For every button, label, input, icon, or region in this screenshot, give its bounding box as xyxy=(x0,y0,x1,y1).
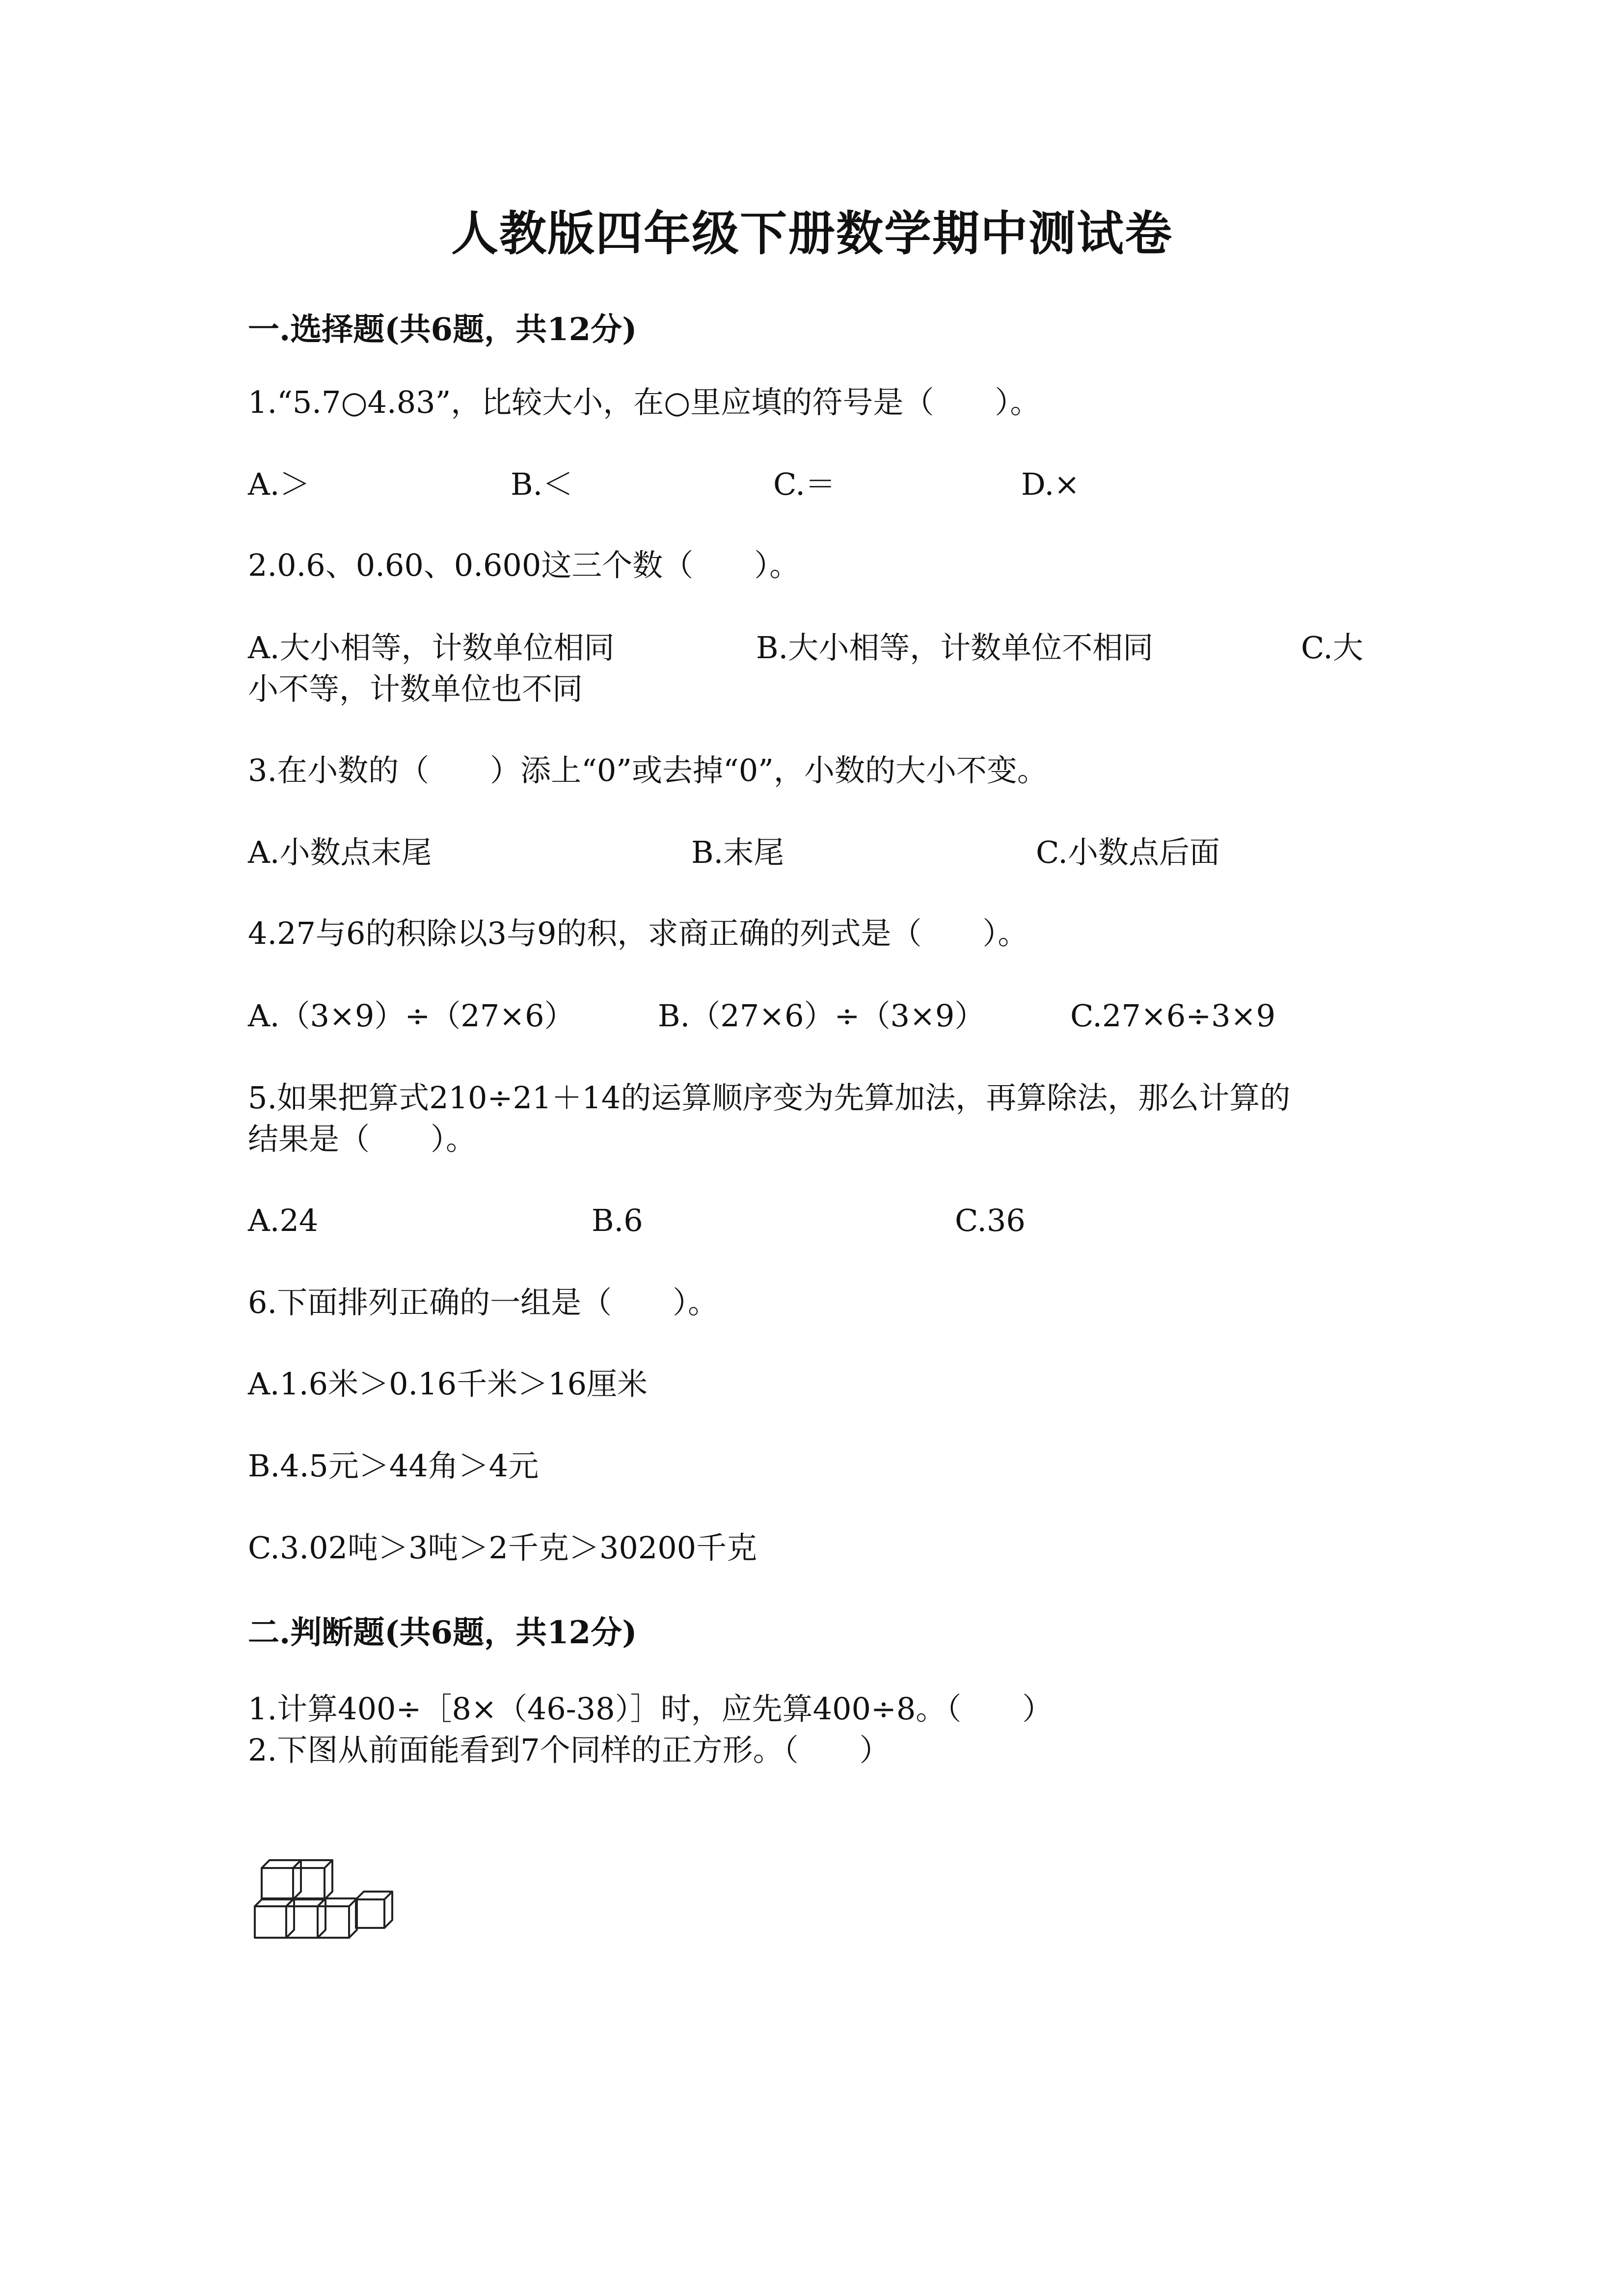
question-5-option-c: C.36 xyxy=(955,1202,1026,1238)
question-2-option-a: A.大小相等，计数单位相同 xyxy=(248,630,615,666)
question-3-option-b: B.末尾 xyxy=(691,834,785,870)
question-1-stem: 1.“5.7○4.83”，比较大小，在○里应填的符号是（ ）。 xyxy=(248,384,1041,420)
question-5-option-a: A.24 xyxy=(248,1202,319,1238)
cube-bottom-4 xyxy=(356,1892,392,1928)
question-2-stem: 2.0.6、0.60、0.600这三个数（ ）。 xyxy=(248,547,800,583)
question-1-option-d: D.× xyxy=(1021,466,1080,502)
question-6-stem: 6.下面排列正确的一组是（ ）。 xyxy=(248,1284,719,1320)
question-4-option-c: C.27×6÷3×9 xyxy=(1070,998,1276,1034)
section-heading-judgment: 二.判断题(共6题，共12分) xyxy=(248,1614,637,1651)
cube-stack-figure xyxy=(248,1845,415,1955)
question-3-option-a: A.小数点末尾 xyxy=(248,834,432,870)
question-1-option-b: B.＜ xyxy=(511,466,573,502)
question-3-option-c: C.小数点后面 xyxy=(1036,834,1220,870)
question-6-option-c: C.3.02吨＞3吨＞2千克＞30200千克 xyxy=(248,1530,758,1566)
question-5-stem-continued: 结果是（ ）。 xyxy=(248,1121,477,1157)
question-2-option-b: B.大小相等，计数单位不相同 xyxy=(756,630,1154,666)
question-2-option-c: C.大 xyxy=(1301,630,1363,666)
question-5-stem: 5.如果把算式210÷21＋14的运算顺序变为先算加法，再算除法，那么计算的 xyxy=(248,1080,1291,1116)
page-title: 人教版四年级下册数学期中测试卷 xyxy=(451,206,1173,261)
question-6-option-a: A.1.6米＞0.16千米＞16厘米 xyxy=(248,1366,648,1402)
question-5-option-b: B.6 xyxy=(592,1202,643,1238)
judgment-question-2: 2.下图从前面能看到7个同样的正方形。（ ） xyxy=(248,1732,890,1768)
judgment-question-1: 1.计算400÷［8×（46-38）］时，应先算400÷8。（ ） xyxy=(248,1691,1053,1727)
question-2-option-c-continued: 小不等，计数单位也不同 xyxy=(248,671,583,707)
question-4-option-b: B.（27×6）÷（3×9） xyxy=(658,998,985,1034)
section-heading-choice: 一.选择题(共6题，共12分) xyxy=(248,311,637,348)
question-1-option-a: A.＞ xyxy=(248,466,310,502)
question-3-stem: 3.在小数的（ ）添上“0”或去掉“0”，小数的大小不变。 xyxy=(248,752,1048,788)
question-1-option-c: C.＝ xyxy=(773,466,836,502)
question-6-option-b: B.4.5元＞44角＞4元 xyxy=(248,1448,539,1484)
question-4-stem: 4.27与6的积除以3与9的积，求商正确的列式是（ ）。 xyxy=(248,915,1029,951)
question-4-option-a: A.（3×9）÷（27×6） xyxy=(248,998,575,1034)
